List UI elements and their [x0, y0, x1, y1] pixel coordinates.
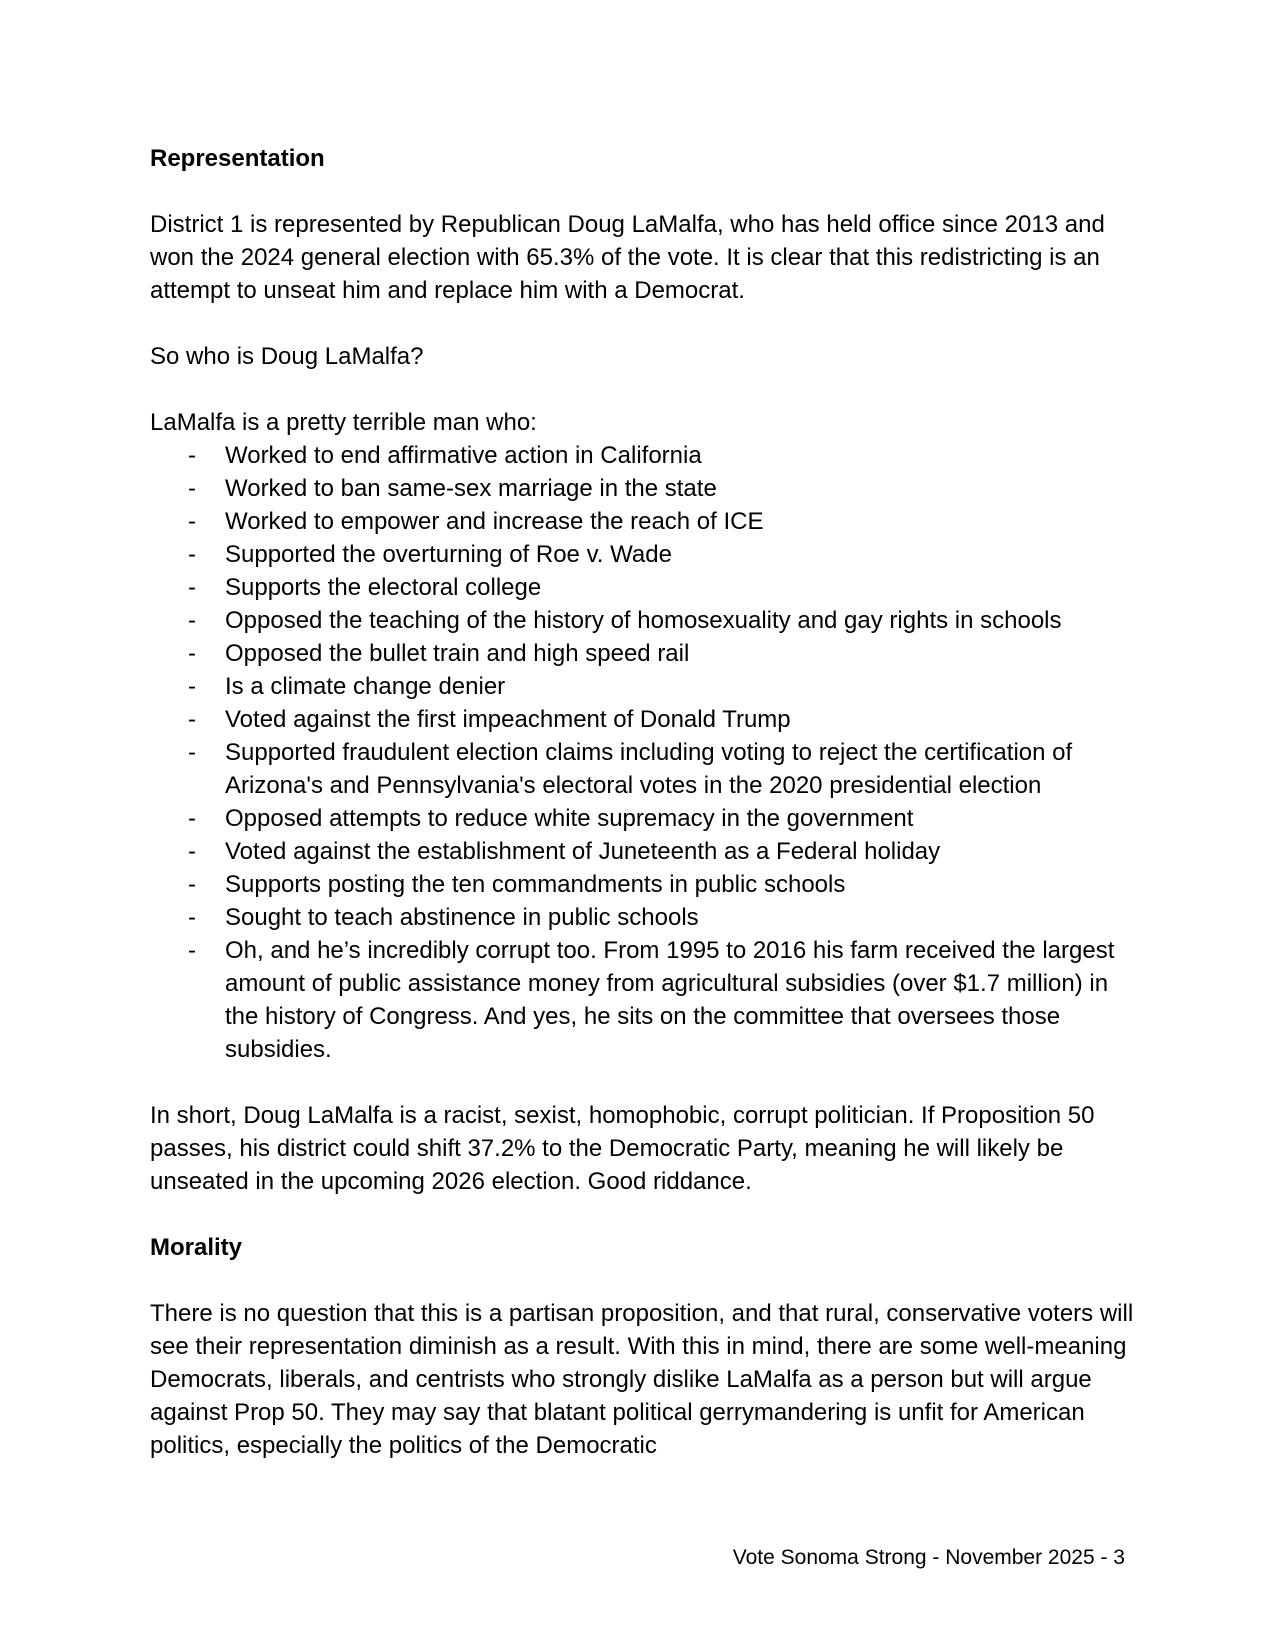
representation-paragraph-2: So who is Doug LaMalfa?: [150, 343, 424, 370]
representation-paragraph-3: In short, Doug LaMalfa is a racist, sexist, homophobic, corrupt politician. If Proposition 50 passes, his district could shift 37.2% to the Democratic Party, meaning he will likely be unseated in the upcoming 2026 election. Good riddance.: [150, 1102, 1095, 1195]
bullet-dash: -: [188, 739, 196, 766]
list-item: [150, 571, 1135, 604]
bullet-dash: -: [188, 805, 196, 832]
section-heading-representation: Representation: [150, 145, 325, 172]
bullet-dash: -: [188, 838, 196, 865]
bullet-dash: -: [188, 673, 196, 700]
list-item-text: Oh, and he’s incredibly corrupt too. From 1995 to 2016 his farm received the largest amount of public assistance money from agricultural subsidies (over $1.7 million) in the history of Congress. And yes, he sits on the committee that oversees those subsidies.: [225, 937, 1115, 1063]
list-item: [150, 670, 1135, 703]
list-item: [150, 637, 1135, 670]
page-content: [150, 142, 1135, 1462]
bullet-dash: -: [188, 871, 196, 898]
list-item: [150, 472, 1135, 505]
list-item: [150, 538, 1135, 571]
list-item-text: Is a climate change denier: [225, 673, 506, 700]
bullet-list: [150, 439, 1135, 1066]
bullet-dash: -: [188, 442, 196, 469]
list-item-text: Voted against the establishment of Juneteenth as a Federal holiday: [225, 838, 941, 865]
bullet-dash: -: [188, 475, 196, 502]
bullet-dash: -: [188, 937, 196, 964]
page-footer: Vote Sonoma Strong - November 2025 - 3: [732, 1546, 1125, 1569]
list-item-text: Supports the electoral college: [225, 574, 542, 601]
list-item: [150, 901, 1135, 934]
morality-paragraph-1: There is no question that this is a partisan proposition, and that rural, conservative voters will see their representation diminish as a result. With this in mind, there are some well-meaning Democrats, liberals, and centrists who strongly dislike LaMalfa as a person but will argue against Prop 50. They may say that blatant political gerrymandering is unfit for American politics, especially the politics of the Democratic: [150, 1300, 1134, 1459]
list-item-text: Opposed the teaching of the history of homosexuality and gay rights in schools: [225, 607, 1062, 634]
bullet-dash: -: [188, 574, 196, 601]
bullet-dash: -: [188, 706, 196, 733]
list-item-text: Worked to end affirmative action in California: [225, 442, 702, 469]
list-item: [150, 703, 1135, 736]
list-item: [150, 439, 1135, 472]
list-item: [150, 835, 1135, 868]
list-intro: LaMalfa is a pretty terrible man who:: [150, 409, 537, 436]
list-item: [150, 934, 1135, 1066]
list-item-text: Sought to teach abstinence in public schools: [225, 904, 699, 931]
list-item-text: Opposed the bullet train and high speed rail: [225, 640, 690, 667]
list-item-text: Worked to ban same-sex marriage in the state: [225, 475, 717, 502]
list-item-text: Worked to empower and increase the reach of ICE: [225, 508, 764, 535]
bullet-dash: -: [188, 607, 196, 634]
list-item: [150, 802, 1135, 835]
bullet-dash: -: [188, 640, 196, 667]
bullet-dash: -: [188, 508, 196, 535]
list-item-text: Opposed attempts to reduce white supremacy in the government: [225, 805, 914, 832]
bullet-dash: -: [188, 904, 196, 931]
list-item-text: Supported fraudulent election claims including voting to reject the certification of Arizona's and Pennsylvania's electoral votes in the 2020 presidential election: [225, 739, 1073, 799]
list-item: [150, 868, 1135, 901]
representation-paragraph-1: District 1 is represented by Republican Doug LaMalfa, who has held office since 2013 and won the 2024 general election with 65.3% of the vote. It is clear that this redistricting is an attempt to unseat him and replace him with a Democrat.: [150, 211, 1105, 304]
section-heading-morality: Morality: [150, 1234, 243, 1261]
list-item: [150, 736, 1135, 802]
list-item-text: Supports posting the ten commandments in public schools: [225, 871, 846, 898]
list-item: [150, 604, 1135, 637]
list-item-text: Voted against the first impeachment of Donald Trump: [225, 706, 791, 733]
list-item-text: Supported the overturning of Roe v. Wade: [225, 541, 672, 568]
bullet-dash: -: [188, 541, 196, 568]
list-item: [150, 505, 1135, 538]
